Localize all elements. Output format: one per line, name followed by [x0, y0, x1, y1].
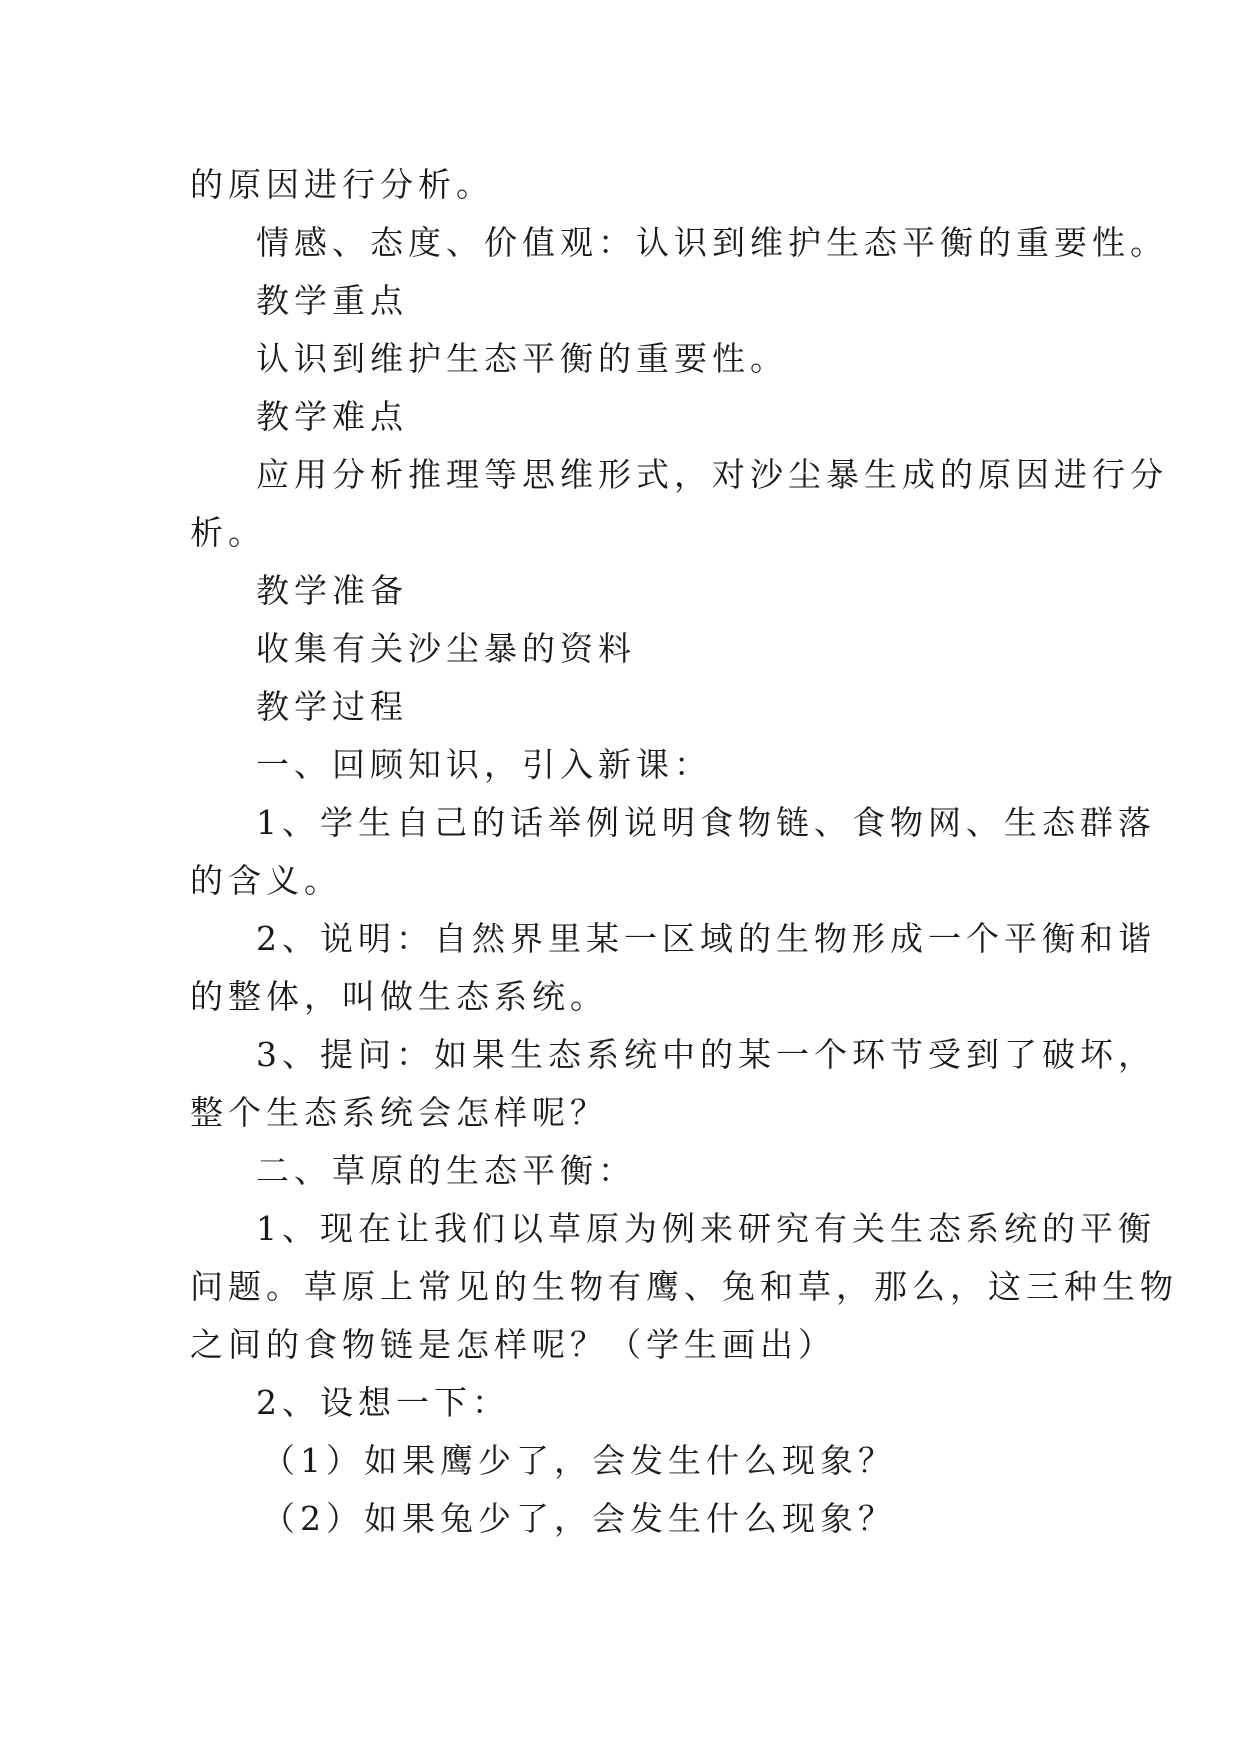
- text-line: 3、提问：如果生态系统中的某一个环节受到了破坏，: [256, 1035, 1156, 1074]
- text-line: （1）如果鹰少了，会发生什么现象？: [262, 1441, 896, 1480]
- text-line: （2）如果兔少了，会发生什么现象？: [262, 1499, 896, 1538]
- section-heading: 教学准备: [256, 571, 408, 610]
- text-line: 析。: [190, 513, 266, 552]
- text-line: 认识到维护生态平衡的重要性。: [256, 339, 788, 378]
- text-line: 1、现在让我们以草原为例来研究有关生态系统的平衡: [256, 1209, 1156, 1248]
- text-line: 一、回顾知识，引入新课：: [256, 745, 712, 784]
- text-line: 2、设想一下：: [256, 1383, 510, 1422]
- text-line: 应用分析推理等思维形式，对沙尘暴生成的原因进行分: [256, 455, 1168, 494]
- text-line: 整个生态系统会怎样呢？: [190, 1093, 608, 1132]
- text-line: 的整体，叫做生态系统。: [190, 977, 608, 1016]
- text-line: 的原因进行分析。: [190, 165, 494, 204]
- text-line: 收集有关沙尘暴的资料: [256, 629, 636, 668]
- text-line: 问题。草原上常见的生物有鹰、兔和草，那么，这三种生物: [190, 1267, 1178, 1306]
- section-heading: 教学难点: [256, 397, 408, 436]
- section-heading: 教学过程: [256, 687, 408, 726]
- text-line: 情感、态度、价值观：认识到维护生态平衡的重要性。: [256, 223, 1168, 262]
- text-line: 二、草原的生态平衡：: [256, 1151, 636, 1190]
- text-line: 1、学生自己的话举例说明食物链、食物网、生态群落: [256, 803, 1156, 842]
- section-heading: 教学重点: [256, 281, 408, 320]
- text-line: 之间的食物链是怎样呢？（学生画出）: [190, 1325, 836, 1364]
- text-line: 2、说明：自然界里某一区域的生物形成一个平衡和谐: [256, 919, 1156, 958]
- text-line: 的含义。: [190, 861, 342, 900]
